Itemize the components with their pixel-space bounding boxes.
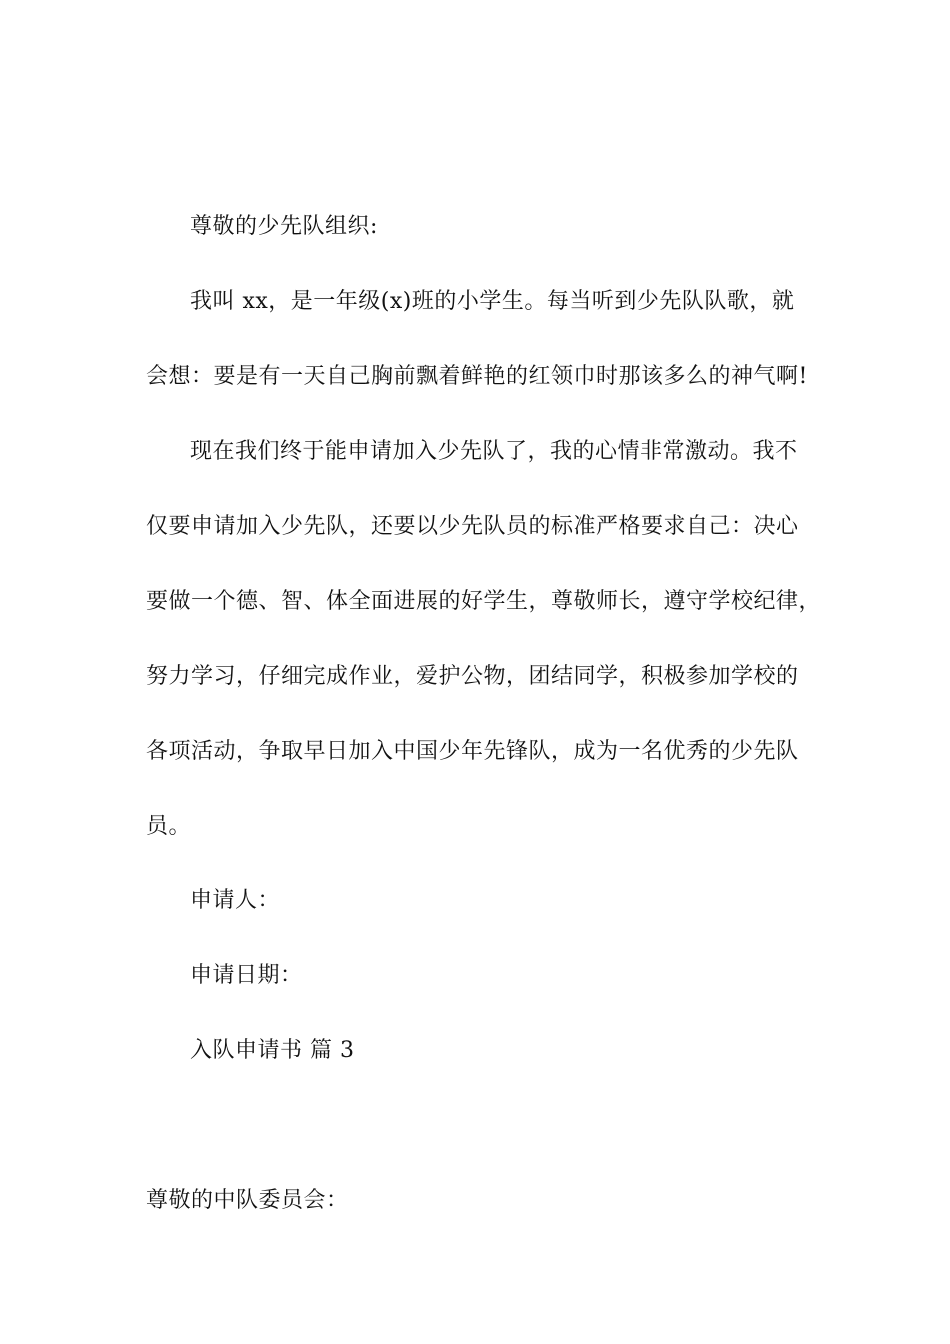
paragraph-1-line-2: 会想：要是有一天自己胸前飘着鲜艳的红领巾时那该多么的神气啊! — [146, 364, 808, 389]
paragraph-2-line-6: 员。 — [146, 814, 192, 839]
paragraph-2-line-4: 努力学习，仔细完成作业，爱护公物，团结同学，积极参加学校的 — [146, 664, 799, 689]
application-date-label: 申请日期： — [190, 963, 303, 988]
applicant-label: 申请人： — [190, 888, 281, 913]
paragraph-1-line-1: 我叫 xx，是一年级(x)班的小学生。每当听到少先队队歌，就 — [190, 289, 795, 314]
paragraph-2-line-5: 各项活动，争取早日加入中国少年先锋队，成为一名优秀的少先队 — [146, 739, 799, 764]
paragraph-2-line-1: 现在我们终于能申请加入少先队了，我的心情非常激动。我不 — [190, 439, 798, 464]
section-heading: 入队申请书 篇 3 — [190, 1038, 355, 1063]
salutation-organization: 尊敬的少先队组织: — [190, 214, 378, 239]
paragraph-2-line-3: 要做一个德、智、体全面进展的好学生，尊敬师长，遵守学校纪律， — [146, 589, 822, 614]
paragraph-2-line-2: 仅要申请加入少先队，还要以少先队员的标准严格要求自己：决心 — [146, 514, 799, 539]
salutation-committee: 尊敬的中队委员会： — [146, 1188, 349, 1213]
